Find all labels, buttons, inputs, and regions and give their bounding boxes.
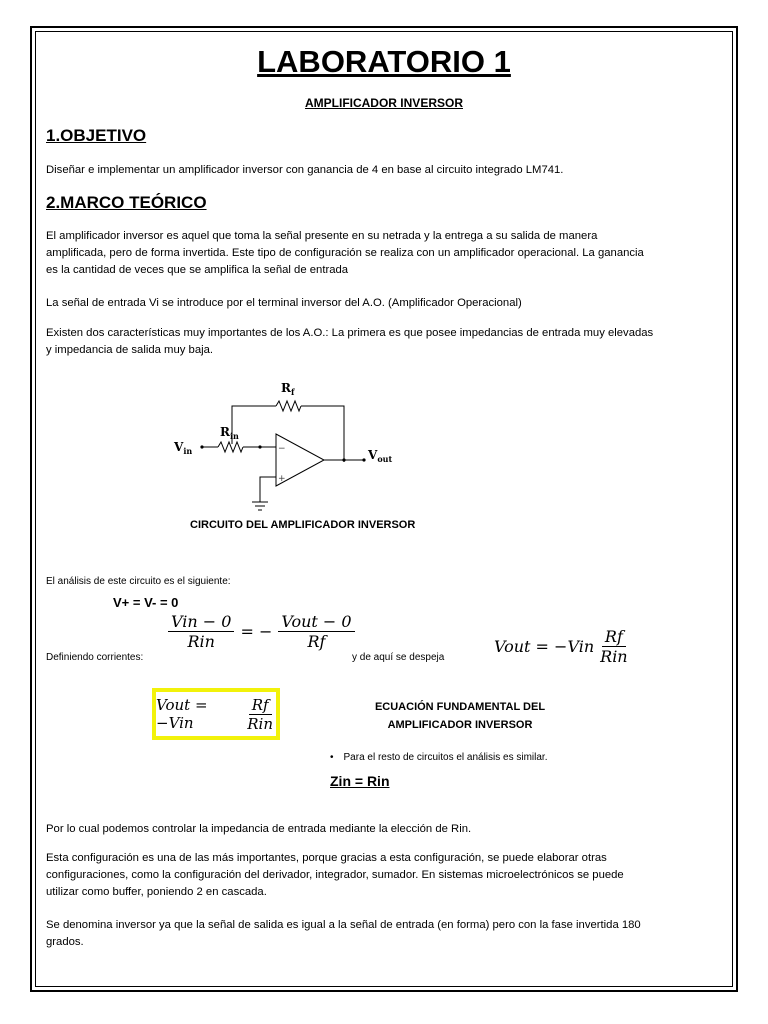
analysis-bullet [330,752,548,763]
closing-p2-line3: utilizar como buffer, poniendo 2 en cascada. [46,886,267,898]
bullet-marker: • [330,752,334,763]
fundamental-eq-num: Rf [249,696,272,715]
vout-label: $V_{out}$ [368,448,393,464]
theory-p1-line3: es la cantidad de veces que se amplifica la señal de entrada [46,264,349,276]
currents-label: Definiendo corrientes: [46,652,144,663]
eq2-num: Rf [602,627,626,647]
current-equation [168,612,355,651]
eq2-lhs: Vout = −Vin [494,637,595,656]
closing-paragraph-1: Por lo cual podemos controlar la impedancia de entrada mediante la elección de Rin. [46,823,472,835]
eq1-equals: = − [240,622,273,641]
voltage-condition: V+ = V- = 0 [113,595,179,610]
inverting-amplifier-circuit [168,376,408,516]
rin-label: $R_{in}$ [220,425,239,441]
analysis-intro: El análisis de este circuito es el siguiente: [46,576,231,587]
closing-p2-line2: configuraciones, como la configuración del derivador, integrador, sumador. En sistemas microelectrónicos se puede [46,869,624,881]
fundamental-equation-caption [340,698,580,734]
input-impedance-formula: Zin = Rin [330,773,390,789]
opamp-plus-sign: + [278,474,286,484]
eq1-lhs-den: Rin [187,632,215,651]
closing-paragraph-3 [46,917,726,951]
theory-paragraph-1 [46,228,726,279]
fundamental-caption-line1: ECUACIÓN FUNDAMENTAL DEL [374,701,546,713]
bullet-text: Para el resto de circuitos el análisis es similar. [343,752,548,763]
theory-p3-line1: Existen dos características muy importantes de los A.O.: La primera es que posee impedancias de entrada muy elevadas [46,327,654,339]
closing-p2-line1: Esta configuración es una de las más importantes, porque gracias a esta configuración, se puede elaborar otras [46,852,607,864]
fundamental-eq-den: Rin [247,714,273,733]
fundamental-eq-lhs: Vout = −Vin [156,696,208,732]
solve-label: y de aquí se despeja [352,652,445,663]
rf-resistor [276,401,301,411]
eq1-rhs-num: Vout − 0 [278,612,354,632]
fundamental-caption-line2: AMPLIFICADOR INVERSOR [387,719,533,731]
rin-resistor [218,442,243,452]
eq1-rhs-den: Rf [307,632,326,651]
objective-heading: 1.OBJETIVO [46,126,147,145]
vin-node [200,445,203,448]
circuit-caption: CIRCUITO DEL AMPLIFICADOR INVERSOR [190,519,416,531]
closing-p3-line1: Se denomina inversor ya que la señal de salida es igual a la señal de entrada (en forma) pero con la fase invertida 180 [46,919,641,931]
eq1-lhs-num: Vin − 0 [168,612,234,632]
junction-node [258,445,261,448]
ground-wire [260,477,276,502]
theory-paragraph-3 [46,325,726,359]
theory-p1-line1: El amplificador inversor es aquel que toma la señal presente en su netrada y la entrega a su salida de manera [46,230,598,242]
theory-p3-line2: y impedancia de salida muy baja. [46,344,214,356]
closing-p3-line2: grados. [46,936,84,948]
fundamental-equation-box [152,688,280,740]
document-title: LABORATORIO 1 [257,44,511,79]
theory-paragraph-2: La señal de entrada Vi se introduce por el terminal inversor del A.O. (Amplificador Operacional) [46,297,522,309]
output-junction-node [342,458,345,461]
theory-heading: 2.MARCO TEÓRICO [46,193,207,212]
objective-text: Diseñar e implementar un amplificador inversor con ganancia de 4 en base al circuito integrado LM741. [46,164,564,176]
vout-equation [494,627,631,666]
opamp-minus-sign: − [278,444,286,454]
document-subtitle: AMPLIFICADOR INVERSOR [304,96,463,110]
feedback-wire-right [301,406,344,462]
fundamental-eq-fraction [244,696,276,733]
closing-paragraph-2 [46,850,726,901]
eq2-fraction [597,627,630,666]
eq1-lhs-fraction [168,612,234,651]
vin-label: $V_{in}$ [174,440,193,456]
theory-p1-line2: amplificada, pero de forma invertida. Este tipo de configuración se realiza con un amplificador operacional. La ganancia [46,247,644,259]
eq2-den: Rin [600,647,628,666]
rf-label: $R_f$ [281,381,295,397]
eq1-rhs-fraction [278,612,354,651]
vout-node [362,458,365,461]
